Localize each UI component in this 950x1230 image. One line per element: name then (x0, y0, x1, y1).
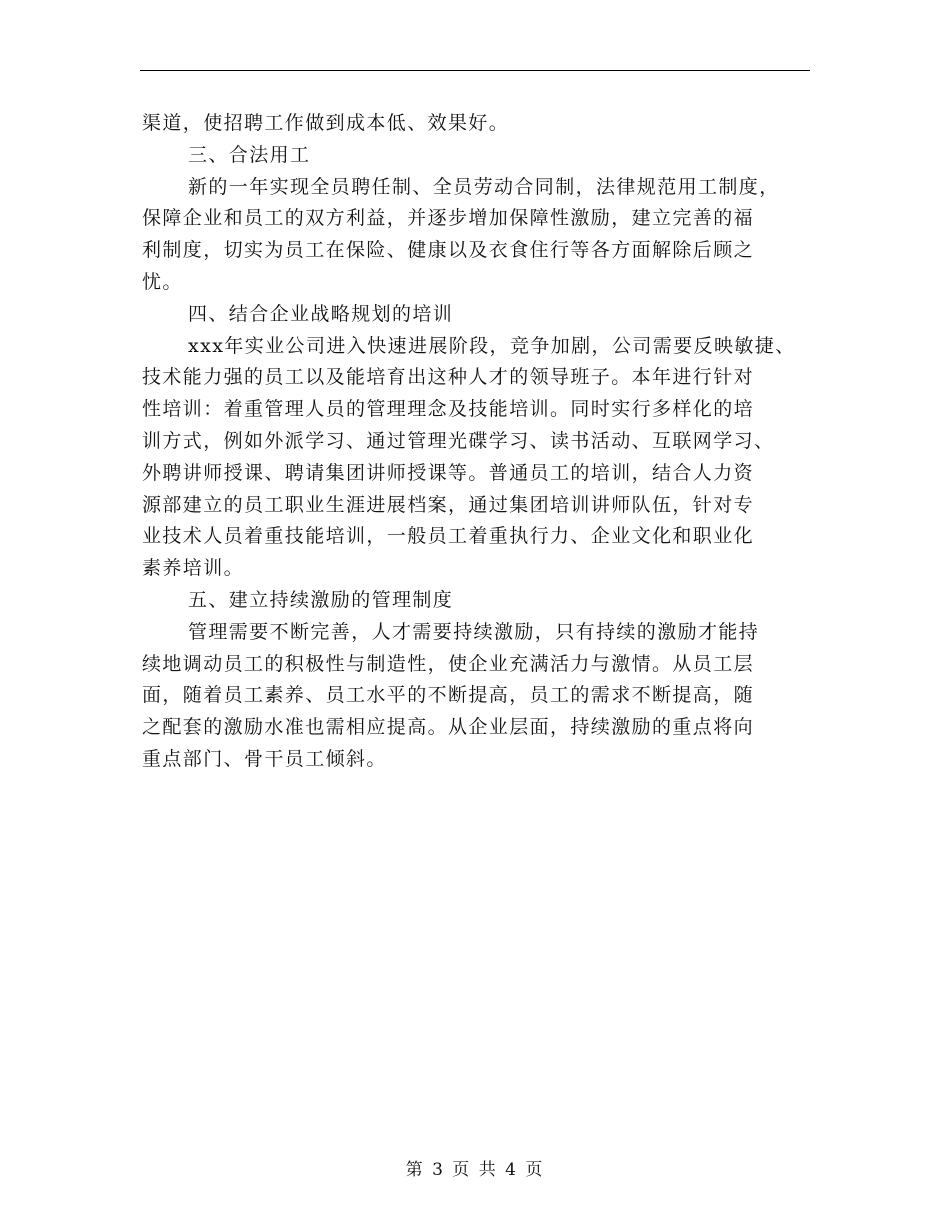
text-line: 源部建立的员工职业生涯进展档案，通过集团培训讲师队伍，针对专 (142, 493, 755, 516)
section-heading: 五、建立持续激励的管理制度 (188, 588, 454, 611)
text-line: 素养培训。 (142, 557, 245, 580)
text-line: 训方式，例如外派学习、通过管理光碟学习、读书活动、互联网学习、 (142, 429, 775, 452)
text-line: 技术能力强的员工以及能培育出这种人才的领导班子。本年进行针对 (142, 366, 755, 389)
text-line: 外聘讲师授课、聘请集团讲师授课等。普通员工的培训，结合人力资 (142, 461, 755, 484)
text-line: 面，随着员工素养、员工水平的不断提高，员工的需求不断提高，随 (142, 684, 755, 707)
text-line: 业技术人员着重技能培训，一般员工着重执行力、企业文化和职业化 (142, 525, 755, 548)
text-line: 保障企业和员工的双方利益，并逐步增加保障性激励，建立完善的福 (142, 207, 755, 230)
page-number: 第 3 页 共 4 页 (405, 1160, 545, 1180)
section-heading: 三、合法用工 (188, 143, 311, 166)
text-line: 性培训：着重管理人员的管理理念及技能培训。同时实行多样化的培 (142, 398, 755, 421)
text-line: 渠道，使招聘工作做到成本低、效果好。 (142, 112, 510, 134)
document-body (142, 108, 812, 776)
text-line: xxx年实业公司进入快速进展阶段，竞争加剧，公司需要反映敏捷、 (188, 334, 796, 357)
header-rule (140, 70, 810, 71)
text-line: 之配套的激励水准也需相应提高。从企业层面，持续激励的重点将向 (142, 716, 755, 739)
section-heading: 四、结合企业战略规划的培训 (188, 302, 454, 325)
text-line: 重点部门、骨干员工倾斜。 (142, 747, 387, 770)
text-line: 忧。 (142, 270, 183, 293)
text-line: 利制度，切实为员工在保险、健康以及衣食住行等各方面解除后顾之 (142, 239, 755, 262)
text-line: 续地调动员工的积极性与制造性，使企业充满活力与激情。从员工层 (142, 652, 755, 675)
text-line: 新的一年实现全员聘任制、全员劳动合同制，法律规范用工制度， (188, 175, 780, 198)
text-line: 管理需要不断完善，人才需要持续激励，只有持续的激励才能持 (188, 620, 760, 643)
